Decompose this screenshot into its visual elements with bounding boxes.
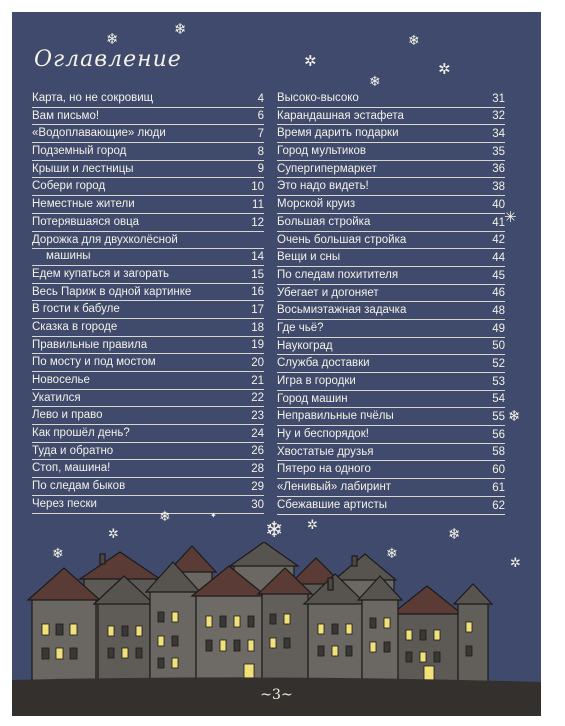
toc-entry	[32, 143, 264, 161]
toc-right-column	[277, 90, 505, 515]
toc-entry	[277, 108, 505, 126]
snowflake-icon: ❄	[448, 525, 461, 543]
toc-entry-title: Неместные жители	[32, 198, 135, 211]
toc-entry-title: Служба доставки	[277, 357, 370, 370]
snowflake-icon: ❄	[106, 30, 119, 48]
snowflake-icon: ❄	[386, 546, 398, 562]
toc-entry-page: 42	[492, 234, 505, 247]
toc-entry-title: Убегает и догоняет	[277, 286, 379, 299]
toc-entry-page: 8	[257, 145, 264, 158]
toc-entry-title: Карандашная эстафета	[277, 109, 404, 122]
snowflake-icon: ❄	[508, 407, 521, 425]
toc-entry-title: Весь Париж в одной картинке	[32, 285, 192, 298]
toc-entry-title: Дорожка для двухколёсной	[32, 233, 178, 246]
toc-entry-title: Укатился	[32, 391, 81, 404]
toc-entry-title: Вам письмо!	[32, 109, 100, 122]
toc-entry-title: Потерявшаяся овца	[32, 215, 140, 228]
toc-entry-page: 49	[492, 322, 505, 335]
toc-entry-title: В гости к бабуле	[32, 303, 120, 316]
toc-entry	[277, 196, 505, 214]
toc-entry	[277, 232, 505, 250]
toc-entry	[32, 301, 264, 319]
toc-entry-title: По следам быков	[32, 480, 126, 493]
toc-entry	[32, 161, 264, 179]
toc-entry-page: 56	[492, 428, 505, 441]
toc-entry-page: 50	[492, 340, 505, 353]
toc-entry	[32, 354, 264, 372]
toc-entry-page: 7	[257, 128, 264, 141]
toc-entry-title: Туда и обратно	[32, 444, 114, 457]
toc-entry-page: 32	[492, 110, 505, 123]
toc-entry-page: 14	[251, 250, 264, 263]
snowflake-icon: ✦	[210, 511, 217, 520]
toc-entry-page: 18	[251, 321, 264, 334]
toc-entry-title: Хвостатые друзья	[277, 445, 374, 458]
toc-entry-page: 58	[492, 446, 505, 459]
toc-entry-page: 55	[492, 411, 505, 424]
toc-entry-title: Подземный город	[32, 145, 127, 158]
toc-entry	[277, 125, 505, 143]
toc-entry-title: Город мультиков	[277, 145, 366, 158]
toc-entry	[32, 478, 264, 496]
toc-entry-page: 24	[251, 427, 264, 440]
toc-entry	[32, 284, 264, 302]
toc-entry	[277, 408, 505, 426]
toc-entry-title: «Водоплавающие» люди	[32, 127, 166, 140]
toc-entry	[32, 372, 264, 390]
toc-entry-page: 26	[251, 445, 264, 458]
toc-entry-title: Карта, но не сокровищ	[32, 92, 154, 104]
toc-entry	[277, 479, 505, 497]
toc-entry-page: 35	[492, 145, 505, 158]
toc-entry-page: 20	[251, 357, 264, 370]
snowflake-icon: ❄	[174, 20, 187, 38]
toc-entry	[277, 373, 505, 391]
toc-entry	[32, 390, 264, 408]
toc-entry-title: Стоп, машина!	[32, 462, 111, 475]
toc-entry	[277, 497, 505, 515]
houses	[28, 542, 492, 686]
toc-entry-page: 4	[257, 92, 264, 105]
toc-entry-page: 54	[492, 393, 505, 406]
page-number: ~3~	[260, 687, 293, 703]
toc-entry-page: 48	[492, 304, 505, 317]
toc-entry	[32, 214, 264, 232]
toc-entry	[277, 178, 505, 196]
toc-entry-page: 31	[492, 92, 505, 105]
toc-entry	[32, 196, 264, 214]
toc-entry-title: По следам похитителя	[277, 268, 399, 281]
toc-entry	[32, 232, 264, 266]
snowflake-icon: ✲	[108, 527, 119, 542]
toc-entry-title: Ну и беспорядок!	[277, 428, 369, 441]
toc-entry	[32, 108, 264, 126]
toc-entry-page: 41	[492, 216, 505, 229]
toc-entry-page: 60	[492, 464, 505, 477]
snowflake-icon: ❄	[52, 546, 64, 562]
toc-entry	[277, 391, 505, 409]
toc-entry-title: «Ленивый» лабиринт	[277, 481, 392, 494]
toc-left-column	[32, 90, 264, 514]
toc-entry-page: 30	[251, 498, 264, 511]
toc-entry-title: Крыши и лестницы	[32, 162, 134, 175]
toc-entry-page: 46	[492, 287, 505, 300]
toc-entry-page: 29	[251, 480, 264, 493]
toc-entry-page: 15	[251, 268, 264, 281]
toc-entry-title: Большая стройка	[277, 215, 371, 228]
toc-entry-title: Где чьё?	[277, 321, 324, 334]
toc-entry-page: 21	[251, 374, 264, 387]
toc-entry	[32, 125, 264, 143]
toc-entry-page: 19	[251, 339, 264, 352]
snowflake-icon: ✲	[304, 52, 317, 70]
snowflake-icon: ❄	[159, 509, 171, 525]
toc-entry-page: 16	[251, 286, 264, 299]
toc-entry-title: Очень большая стройка	[277, 233, 407, 246]
toc-entry-page: 34	[492, 128, 505, 141]
toc-entry-title: Лево и право	[32, 409, 103, 422]
toc-entry-page: 22	[251, 392, 264, 405]
snowflake-icon: ❄	[408, 33, 420, 49]
toc-entry-page: 28	[251, 463, 264, 476]
toc-entry	[277, 90, 505, 108]
snowflake-icon: ❄	[369, 74, 381, 90]
toc-entry	[277, 444, 505, 462]
page-title: Оглавление	[34, 47, 182, 72]
toc-entry	[32, 496, 264, 514]
toc-entry-page: 45	[492, 269, 505, 282]
toc-entry-title: Правильные правила	[32, 338, 148, 351]
toc-entry-title: Едем купаться и загорать	[32, 267, 170, 280]
snowflake-icon: ✲	[510, 556, 521, 571]
toc-entry	[32, 178, 264, 196]
toc-entry-title: Вещи и сны	[277, 251, 341, 264]
toc-entry-title: Время дарить подарки	[277, 127, 399, 140]
toc-entry	[32, 266, 264, 284]
toc-entry	[32, 319, 264, 337]
toc-entry	[277, 461, 505, 479]
toc-entry-title: Через пески	[32, 497, 97, 510]
toc-entry-page: 9	[257, 163, 264, 176]
toc-entry-page: 6	[257, 110, 264, 123]
toc-entry	[32, 460, 264, 478]
toc-entry	[277, 249, 505, 267]
toc-entry-title: Город машин	[277, 392, 348, 405]
toc-entry	[277, 143, 505, 161]
snowflake-icon: ✲	[438, 60, 451, 78]
toc-entry-title: Игра в городки	[277, 375, 356, 387]
toc-entry	[277, 302, 505, 320]
toc-entry-title: Это надо видеть!	[277, 180, 369, 193]
toc-entry-page: 36	[492, 163, 505, 176]
toc-entry-page: 52	[492, 358, 505, 370]
toc-entry-title-continued: машины	[46, 249, 91, 262]
snowflake-icon: ✳	[504, 208, 517, 226]
toc-entry	[277, 285, 505, 303]
toc-entry-page: 44	[492, 251, 505, 264]
book-page	[12, 12, 541, 716]
toc-entry-title: Восьмиэтажная задачка	[277, 304, 407, 317]
toc-entry-title: Пятеро на одного	[277, 463, 371, 476]
toc-entry-title: По мосту и под мостом	[32, 356, 156, 369]
toc-entry-title: Сбежавшие артисты	[277, 498, 387, 511]
toc-entry-page: 61	[492, 481, 505, 494]
toc-entry-page: 11	[252, 198, 264, 211]
toc-entry-title: Супергипермаркет	[277, 162, 377, 175]
toc-entry-title: Наукоград	[277, 339, 333, 352]
toc-entry-title: Высоко-высоко	[277, 92, 359, 104]
snowflake-icon: ❄	[265, 518, 284, 543]
toc-entry-title: Новоселье	[32, 374, 90, 387]
toc-entry	[277, 320, 505, 338]
toc-entry-page: 40	[492, 198, 505, 211]
toc-entry-title: Морской круиз	[277, 198, 356, 211]
toc-entry	[32, 425, 264, 443]
toc-entry	[32, 337, 264, 355]
toc-entry-page: 12	[251, 216, 264, 229]
toc-entry	[277, 214, 505, 232]
toc-entry	[277, 426, 505, 444]
toc-entry-title: Неправильные пчёлы	[277, 410, 394, 423]
toc-entry-page: 38	[492, 181, 505, 194]
toc-entry	[277, 161, 505, 179]
toc-entry-page: 53	[492, 375, 505, 388]
toc-entry	[277, 338, 505, 356]
toc-entry-page: 62	[492, 499, 505, 512]
toc-entry	[277, 267, 505, 285]
toc-entry-page: 17	[251, 303, 264, 316]
toc-entry-page: 10	[251, 181, 264, 194]
toc-entry-page: 23	[251, 410, 264, 423]
toc-entry	[32, 90, 264, 108]
toc-entry	[277, 355, 505, 373]
toc-entry-title: Собери город	[32, 180, 106, 193]
toc-entry	[32, 443, 264, 461]
toc-entry	[32, 407, 264, 425]
toc-entry-title: Сказка в городе	[32, 320, 118, 333]
snowflake-icon: ✲	[307, 518, 318, 533]
toc-entry-title: Как прошёл день?	[32, 427, 130, 440]
